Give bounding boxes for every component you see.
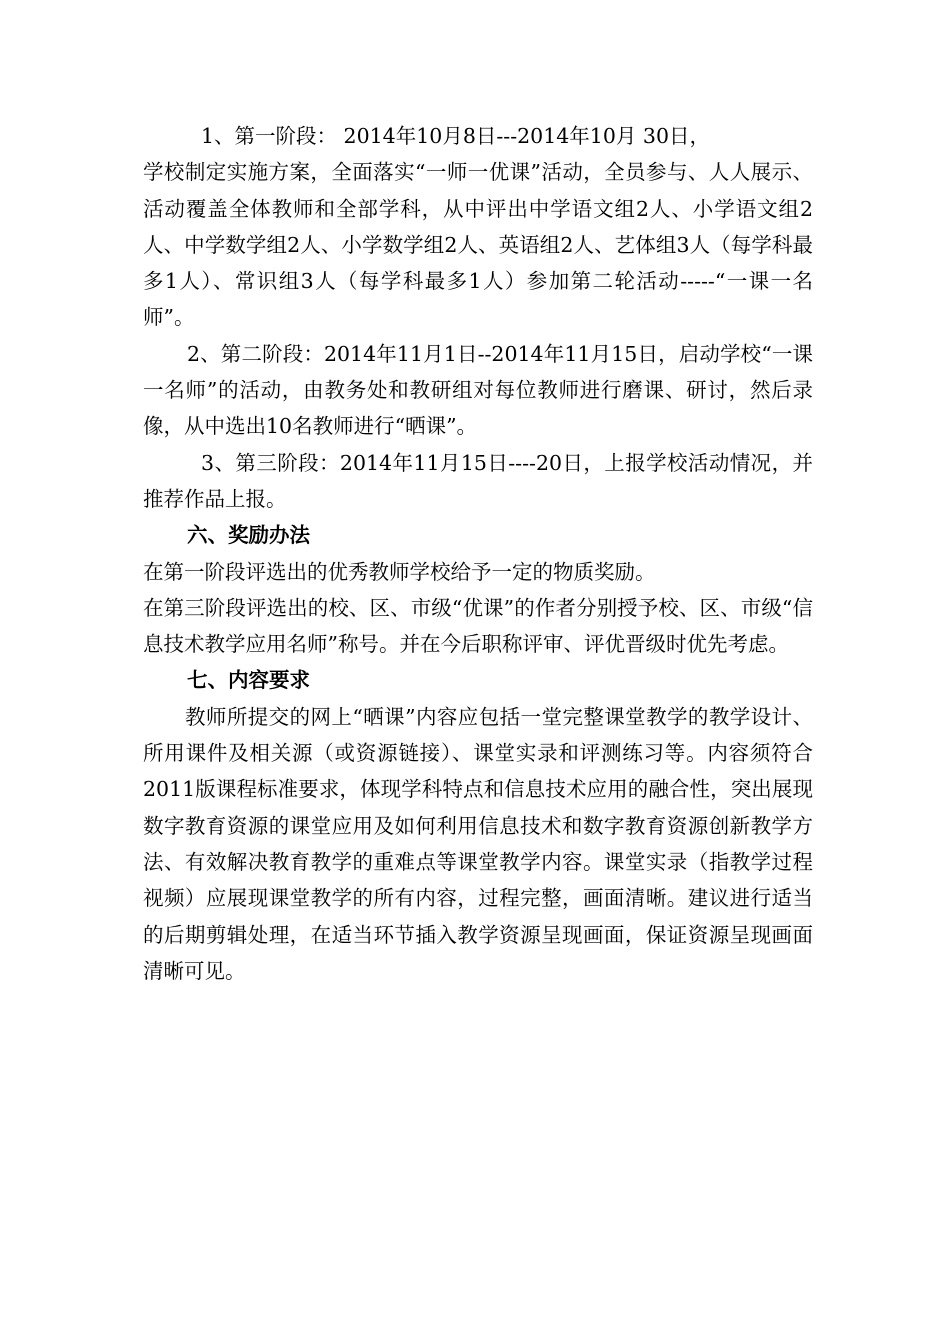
section6-paragraph-1: 在第一阶段评选出的优秀教师学校给予一定的物质奖励。: [143, 559, 656, 584]
stage2-paragraph: 2、第二阶段：2014年11月1日--2014年11月15日，启动学校“一课一名师”的活动，由教务处和教研组对每位教师进行磨课、研讨，然后录像，从中选出10名教师进行“晒课”。: [143, 341, 813, 439]
section7-heading: 七、内容要求: [187, 668, 310, 693]
section7-paragraph: 教师所提交的网上“晒课”内容应包括一堂完整课堂教学的教学设计、所用课件及相关源（或资源链接）、课堂实录和评测练习等。内容须符合2011版课程标准要求，体现学科特点和信息技术应用的融合性，突出展现数字教育资源的课堂应用及如何利用信息技术和数字教育资源创新教学方法、有效解决教育教学的重难点等课堂教学内容。课堂实录（指教学过程视频）应展现课堂教学的所有内容，过程完整，画面清晰。建议进行适当的后期剪辑处理，在适当环节插入教学资源呈现画面，保证资源呈现画面清晰可见。: [143, 704, 813, 983]
section6-paragraph-2: 在第三阶段评选出的校、区、市级“优课”的作者分别授予校、区、市级“信息技术教学应用名师”称号。并在今后职称评审、评优晋级时优先考虑。: [143, 595, 813, 657]
stage1-heading-line: 1、第一阶段： 2014年10月8日---2014年10月 30日，: [201, 124, 710, 148]
document-body: [143, 118, 813, 989]
section6-heading: 六、奖励办法: [187, 523, 310, 548]
stage1-body: 学校制定实施方案，全面落实“一师一优课”活动，全员参与、人人展示、活动覆盖全体教师和全部学科，从中评出中学语文组2人、小学语文组2人、中学数学组2人、小学数学组2人、英语组2人、艺体组3人（每学科最多1人）、常识组3人（每学科最多1人）参加第二轮活动-----“一课一名师”。: [143, 160, 813, 330]
stage3-paragraph: 3、第三阶段：2014年11月15日----20日，上报学校活动情况，并推荐作品上报。: [143, 450, 813, 511]
